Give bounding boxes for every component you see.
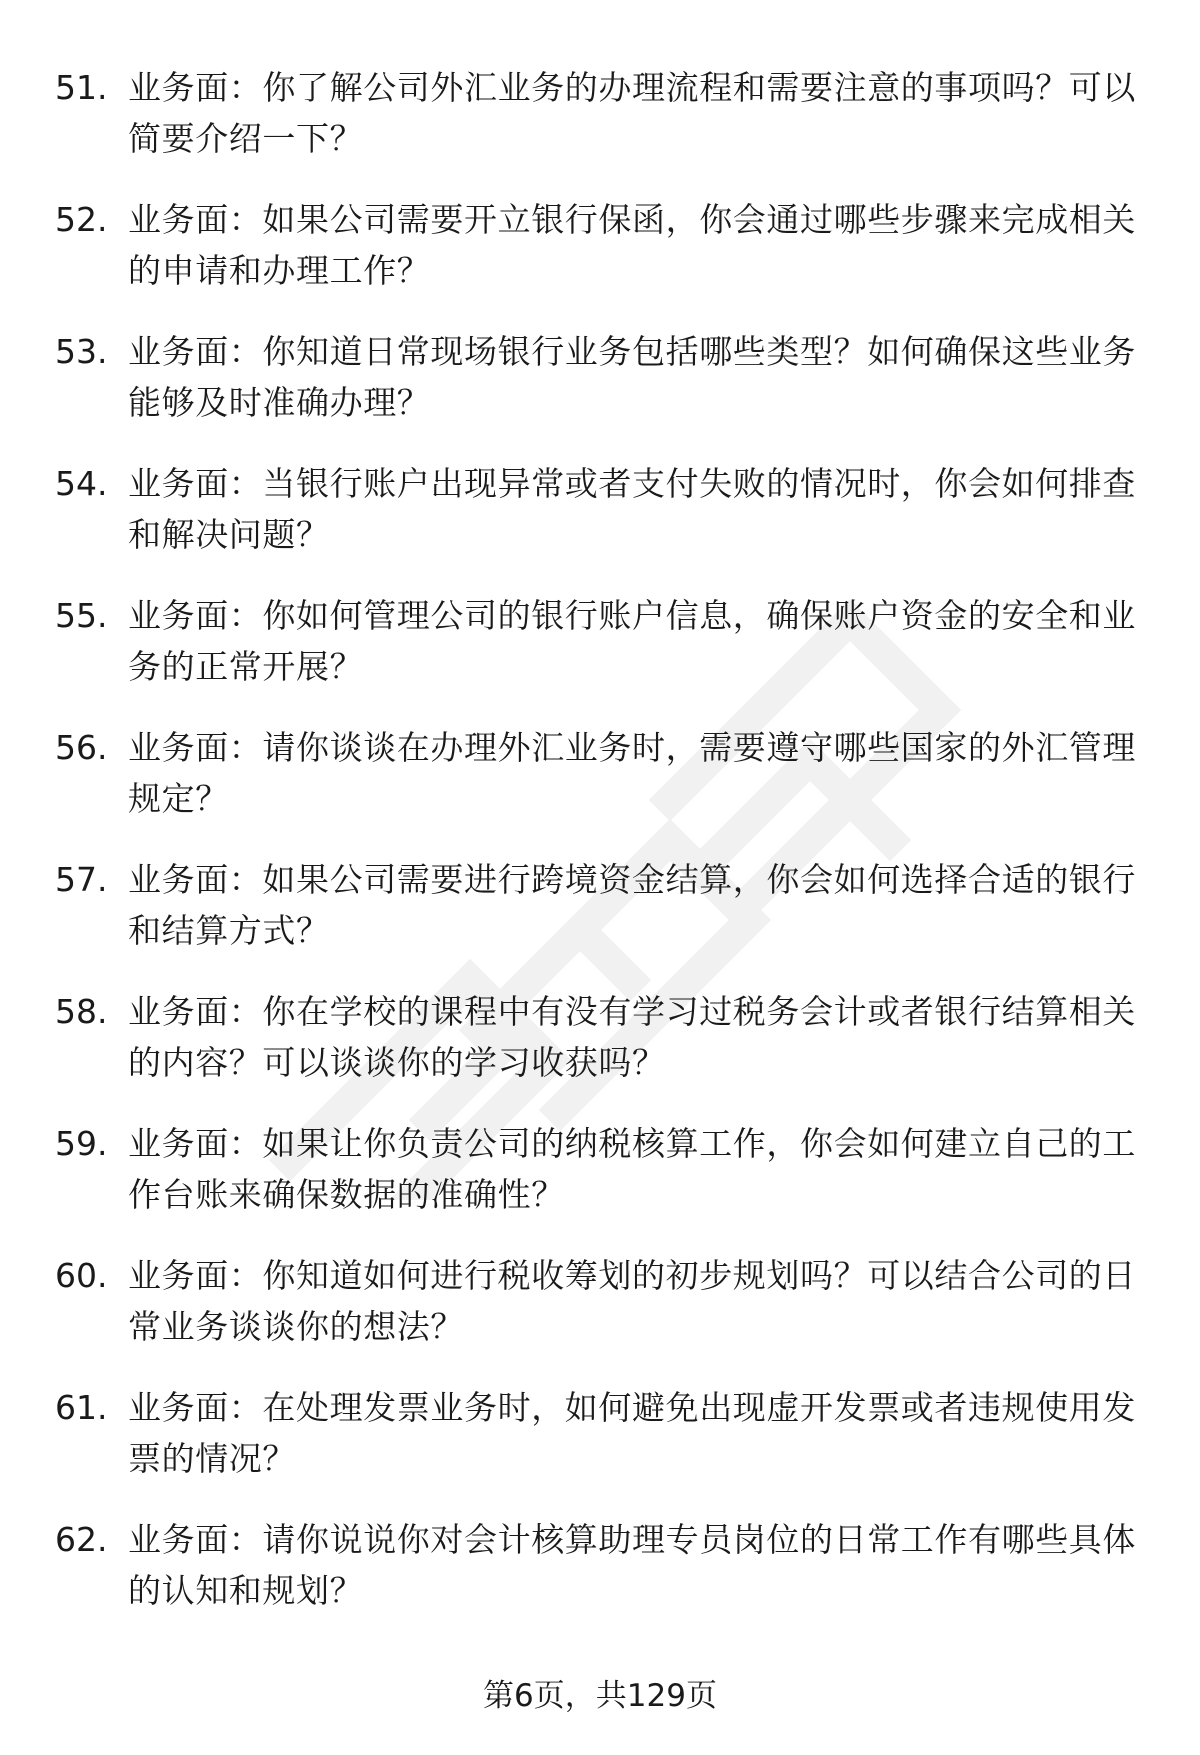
question-item (0, 458, 1200, 590)
question-item (0, 986, 1200, 1118)
question-item (0, 1514, 1200, 1646)
question-number: 54. (55, 464, 108, 503)
question-item (0, 722, 1200, 854)
question-item (0, 854, 1200, 986)
question-number: 58. (55, 992, 108, 1031)
question-item (0, 590, 1200, 722)
question-number: 51. (55, 68, 108, 107)
question-list (0, 62, 1200, 1646)
question-number: 59. (55, 1124, 108, 1163)
question-item (0, 1250, 1200, 1382)
question-number: 62. (55, 1520, 108, 1559)
question-number: 57. (55, 860, 108, 899)
question-text: 业务面：如果公司需要进行跨境资金结算，你会如何选择合适的银行和结算方式？ (128, 860, 1136, 950)
question-text: 业务面：请你说说你对会计核算助理专员岗位的日常工作有哪些具体的认知和规划？ (128, 1520, 1136, 1610)
question-number: 55. (55, 596, 108, 635)
question-text: 业务面：在处理发票业务时，如何避免出现虚开发票或者违规使用发票的情况？ (128, 1388, 1136, 1478)
question-number: 53. (55, 332, 108, 371)
question-text: 业务面：如果让你负责公司的纳税核算工作，你会如何建立自己的工作台账来确保数据的准确性？ (128, 1124, 1136, 1214)
question-text: 业务面：当银行账户出现异常或者支付失败的情况时，你会如何排查和解决问题？ (128, 464, 1136, 554)
question-number: 60. (55, 1256, 108, 1295)
question-number: 61. (55, 1388, 108, 1427)
question-item (0, 194, 1200, 326)
question-text: 业务面：你知道日常现场银行业务包括哪些类型？如何确保这些业务能够及时准确办理？ (128, 332, 1136, 422)
question-item (0, 1382, 1200, 1514)
question-item (0, 1118, 1200, 1250)
question-text: 业务面：你了解公司外汇业务的办理流程和需要注意的事项吗？可以简要介绍一下？ (128, 68, 1136, 158)
question-number: 56. (55, 728, 108, 767)
question-item (0, 62, 1200, 194)
question-text: 业务面：你知道如何进行税收筹划的初步规划吗？可以结合公司的日常业务谈谈你的想法？ (128, 1256, 1136, 1346)
question-item (0, 326, 1200, 458)
question-number: 52. (55, 200, 108, 239)
question-text: 业务面：你在学校的课程中有没有学习过税务会计或者银行结算相关的内容？可以谈谈你的学习收获吗？ (128, 992, 1136, 1082)
question-text: 业务面：你如何管理公司的银行账户信息，确保账户资金的安全和业务的正常开展？ (128, 596, 1136, 686)
page-footer: 第6页，共129页 (483, 1678, 717, 1714)
question-text: 业务面：如果公司需要开立银行保函，你会通过哪些步骤来完成相关的申请和办理工作？ (128, 200, 1136, 290)
question-text: 业务面：请你谈谈在办理外汇业务时，需要遵守哪些国家的外汇管理规定？ (128, 728, 1136, 818)
